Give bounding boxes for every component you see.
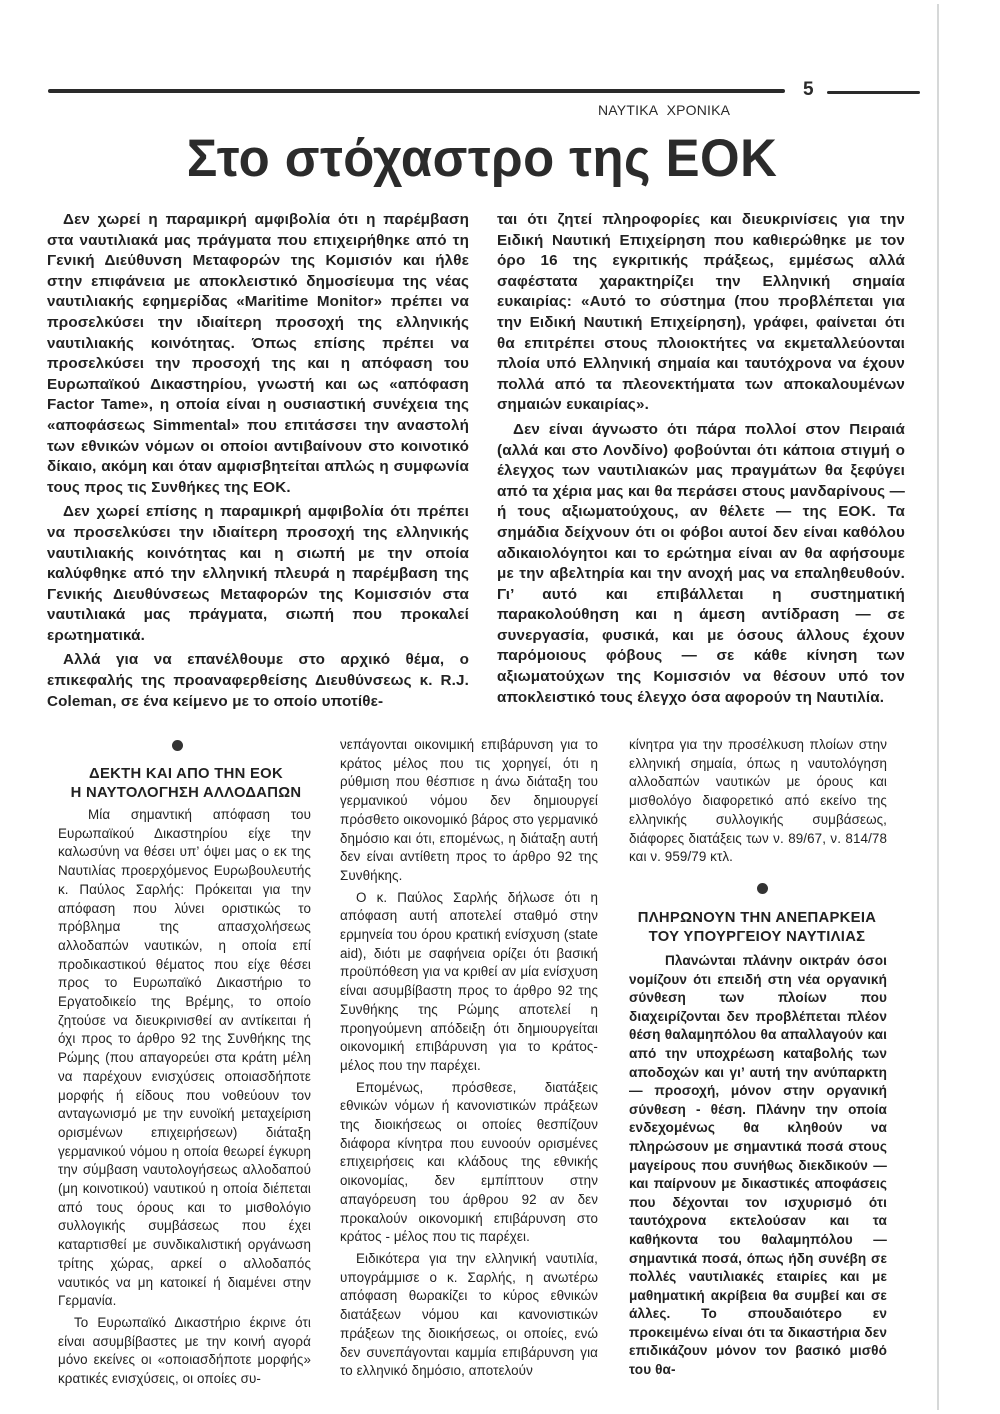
subheading-line: ΠΛΗΡΩΝΟΥΝ ΤΗΝ ΑΝΕΠΑΡΚΕΙΑ xyxy=(637,910,877,926)
subheading-line: ΤΟΥ ΥΠΟΥΡΓΕΙΟΥ ΝΑΥΤΙΛΙΑΣ xyxy=(648,928,866,945)
article-left-column xyxy=(47,210,469,712)
paragraph: Δεν είναι άγνωστο ότι πάρα πολλοί στον Πειραιά (αλλά και στο Λονδίνο) φοβούνται ότι κάποια στιγμή ο έλεγχος των ναυτιλιακών μας πραγμάτων θα ξεφύγει από τα χέρια μας και θα περάσει στους μανδαρίνους — ή τους αξιωματούχους, αν θέλετε — της ΕΟΚ. Τα σημάδια δείχνουν ότι οι φόβοι αυτοί δεν είναι καθόλου αδικαιολόγητοι και το ερώτημα είναι αν θα αφήσουμε με την αβελτηρία και την ανοχή μας να επαληθευθούν. Γι’ αυτό και επιβάλλεται η συστηματική παρακολούθηση και η άμεση αντίδραση — σε συνεργασία, φυσικά, και με όσους άλλους έχουν παρόμοιους φόβους — σε κάθε κίνηση των αξιωματούχων της Κομισσιόν να θέσουν υπό τον αποκλειστικό τους έλεγχο όσα αφορούν τη Ναυτιλία. xyxy=(497,420,905,706)
header-rule-right xyxy=(827,91,920,94)
header-rule-left xyxy=(48,89,785,93)
section-bullet xyxy=(757,883,768,894)
subheading-ministry xyxy=(623,909,891,946)
paragraph: Ο κ. Παύλος Σαρλής δήλωσε ότι η απόφαση αυτή αποτελεί σταθμό στην ερμηνεία του όρου κρατική ενίσχυση (state aid), διότι με σαφήνεια ορίζει ότι βασική προϋπόθεση για να κριθεί αν μία ενίσχυση είναι ασυμβίβαστη προς το άρθρο 92 της Συνθήκης της Ρώμης αποτελεί η προηγούμενη απόδειξη ότι δημιουργείται οικονομική επιβάρυνση για το κράτος-μέλος που την παρέχει. xyxy=(340,889,598,1073)
subheading-line: ΔΕΚΤΗ ΚΑΙ ΑΠΟ ΤΗΝ ΕΟΚ xyxy=(89,766,283,782)
paragraph: Πλανώνται πλάνην οικτράν όσοι νομίζουν ότι επειδή στη νέα οργανική σύνθεση των πλοίων που διαχειρίζονται δεν προβλέπεται πλέον θέση θαλαμηπόλου θα απαλλαγούν και από την υποχρέωση καταβολής των αποδοχών και γι’ αυτή την ανύπαρκτη — προσοχή, μόνον στην οργανική σύνθεση - θέση. Πλάνην την οποία ενδεχομένως θα κληθούν να πληρώσουν με σημαντικά ποσά στους μαγείρους που συνήθως διεκδικούν — και παίρνουν με δικαστικές αποφάσεις που δέχονται τον ισχυρισμό ότι ταυτόχρονα εκτελούσαν και τα καθήκοντα του θαλαμηπόλου — σημαντικά ποσά, όπως ήδη συνέβη σε πολλές ναυτιλιακές εταιρίες και με μαθηματική ακρίβεια θα συμβεί και σε άλλες. Το σπουδαιότερο εν προκειμένω είναι ότι τα δικαστήρια δεν επιδικάζουν μόνον τον βασικό μισθό του θα- xyxy=(629,953,887,1378)
subheading-line: Η ΝΑΥΤΟΛΟΓΗΣΗ ΑΛΛΟΔΑΠΩΝ xyxy=(70,784,302,801)
scan-edge-line xyxy=(937,4,939,1410)
paragraph: Μία σημαντική απόφαση του Ευρωπαϊκού Δικαστηρίου είχε την καλωσύνη να θέσει υπ’ όψει μας ο εκ της Ναυτιλίας προερχόμενος Ευρωβουλευτής κ. Παύλος Σαρλής: Πρόκειται για την απόφαση που λύνει οριστικώς το πρόβλημα της απασχολήσεως αλλοδαπών ναυτικών, η οποία επί προδικαστικού θέματος που είχε θέσει προς το Ευρωπαϊκό Δικαστήριο το Εργατοδικείο της Βρέμης, το οποίο ζητούσε να διευκρινισθεί αν αντίκειται ή όχι προς το άρθρο 92 της Συνθήκης της Ρώμης (που απαγορεύει στα κράτη μέλη να παρέχουν ενισχύσεις οποιασδήποτε μορφής ή είδους που νοθεύουν τον ανταγωνισμό με την ευνοϊκή μεταχείριση ορισμένων επιχειρήσεων) διάταξη γερμανικού νόμου η οποία θεωρεί έγκυρη την σύμβαση ναυτολογήσεως αλλοδαπού (μη κοινοτικού) ναυτικού η οποία διέπεται από τους όρους και το μισθολόγιο συλλογικής συμβάσεως που έχει καταρτισθεί με συνδικαλιστική οργάνωση τρίτης χώρας, αρκεί ο αλλοδαπός ναυτικός να μη κατοικεί ή διαμένει στην Γερμανία. xyxy=(58,807,311,1309)
paragraph: ται ότι ζητεί πληροφορίες και διευκρινίσεις για την Ειδική Ναυτική Επιχείρηση που καθιερώθηκε με τον όρο 16 της εγκριτικής πράξεως, εμμέσως αλλά σαφέστατα χαρακτηρίζει την Ελληνική σημαία ευκαιρίας: «Αυτό το σύστημα (που προβλέπεται για την Ειδική Ναυτική Επιχείρηση), γράφει, φαίνεται ότι θα επιτρέπει στους πλοιοκτήτες να εκμεταλλεύονται πλοία υπό Ελληνική σημαία και ταυτόχρονα να έχουν πολλά από τα πλεονεκτήματα των αποκαλουμένων σημαιών ευκαιρίας». xyxy=(497,211,905,414)
paragraph: Δεν χωρεί η παραμικρή αμφιβολία ότι η παρέμβαση στα ναυτιλιακά μας πράγματα που επιχειρήθηκε από τη Γενική Διεύθυνση Μεταφορών της Κομισιόν και ήλθε στην επιφάνεια με αποκλειστικό δημοσίευμα της νέας ναυτιλιακής εφημερίδας «Maritime Monitor» πρέπει να προσελκύσει την ιδιαίτερη προσοχή της ελληνικής ναυτιλιακής κοινότητας. Όπως επίσης πρέπει να προσελκύσει την προσοχή της και η απόφαση του Ευρωπαϊκού Δικαστηρίου, γνωστή και ως «απόφαση Factor Tame», η οποία είναι η ουσιαστική συνέχεια της «αποφάσεως Simmental» που επιτάσσει την αναστολή των εθνικών νόμων οι οποίοι αντιβαίνουν στο κοινοτικό δίκαιο, ακόμη και όταν αμφισβητείται απλώς η συμφωνία τους προς τις Συνθήκες της ΕΟΚ. xyxy=(47,211,469,496)
foreign-crew-column-3 xyxy=(629,736,887,867)
foreign-crew-column-1 xyxy=(58,806,311,1389)
foreign-crew-column-2 xyxy=(340,736,598,1381)
running-head: ΝΑΥΤΙΚΑ ΧΡΟΝΙΚΑ xyxy=(598,102,731,118)
paragraph: Δεν χωρεί επίσης η παραμικρή αμφιβολία ότι πρέπει να προσελκύσει την ιδιαίτερη προσοχή της ελληνικής ναυτιλιακής κοινότητας και η σιωπή με την οποία καλύφθηκε από την ελληνική πλευρά η παρέμβαση της Γενικής Διευθύνσεως Μεταφορών της Κομισσιόν στα ναυτιλιακά μας πράγματα, σιωπή που προκαλεί ερωτηματικά. xyxy=(47,503,469,644)
subheading-foreign-crew xyxy=(52,765,320,802)
section-bullet xyxy=(172,740,183,751)
paragraph: Το Ευρωπαϊκό Δικαστήριο έκρινε ότι είναι ασυμβίβαστες με την κοινή αγορά μόνο εκείνες οι «οποιασδήποτε μορφής» κρατικές ενισχύσεις, οι οποίες συ- xyxy=(58,1314,311,1387)
article-headline: Στο στόχαστρο της ΕΟΚ xyxy=(186,129,778,188)
paragraph: κίνητρα για την προσέλκυση πλοίων στην ελληνική σημαία, όπως η ναυτολόγηση αλλοδαπών ναυτικών με όρους και μισθολόγο διαφορετικό από εκείνο της ελληνικής συλλογικής συμβάσεως, διάφορες διατάξεις των ν. 89/67, ν. 814/78 και ν. 959/79 κτλ. xyxy=(629,737,887,865)
article-right-column xyxy=(497,210,905,708)
page-number: 5 xyxy=(803,79,814,100)
paragraph: Αλλά για να επανέλθουμε στο αρχικό θέμα, ο επικεφαλής της προαναφερθείσης Διευθύνσεως κ. R.J. Coleman, σε ένα κείμενο με το οποίο υποτίθε- xyxy=(47,651,469,710)
ministry-column xyxy=(629,952,887,1380)
paragraph: Επομένως, πρόσθεσε, διατάξεις εθνικών νόμων ή κανονιστικών πράξεων της διοικήσεως οι οποίες θεσπίζουν διάφορα κίνητρα που ευνοούν ορισμένες επιχειρήσεις και κλάδους της εθνικής οικονομίας, δεν εμπίπτουν στην απαγόρευση του άρθρου 92 αν δεν προκαλούν οικονομική επιβάρυνση στο κράτος - μέλος που τις παρέχει. xyxy=(340,1079,598,1245)
paragraph: νεπάγονται οικονιμική επιβάρυνση για το κράτος μέλος που τις χορηγεί, ότι η ρύθμιση που θέσπισε η άνω διάταξη του γερμανικού νόμου δεν δημιουργεί πρόσθετο οικονομικό βάρος στο γερμανικό δημόσιο και ότι, επομένως, η διάταξη αυτή δεν είναι αντίθετη προς το άρθρο 92 της Συνθήκης. xyxy=(340,737,598,883)
paragraph: Ειδικότερα για την ελληνική ναυτιλία, υπογράμμισε ο κ. Σαρλής, η ανωτέρω απόφαση θωρακίζει το κύρος εθνικών διατάξεων νόμου και κανονιστικών πράξεων της διοικήσεως, οι οποίες, ενώ δεν συνεπάγονται καμμία επιβάρυνση για το ελληνικό δημόσιο, αποτελούν xyxy=(340,1250,598,1379)
